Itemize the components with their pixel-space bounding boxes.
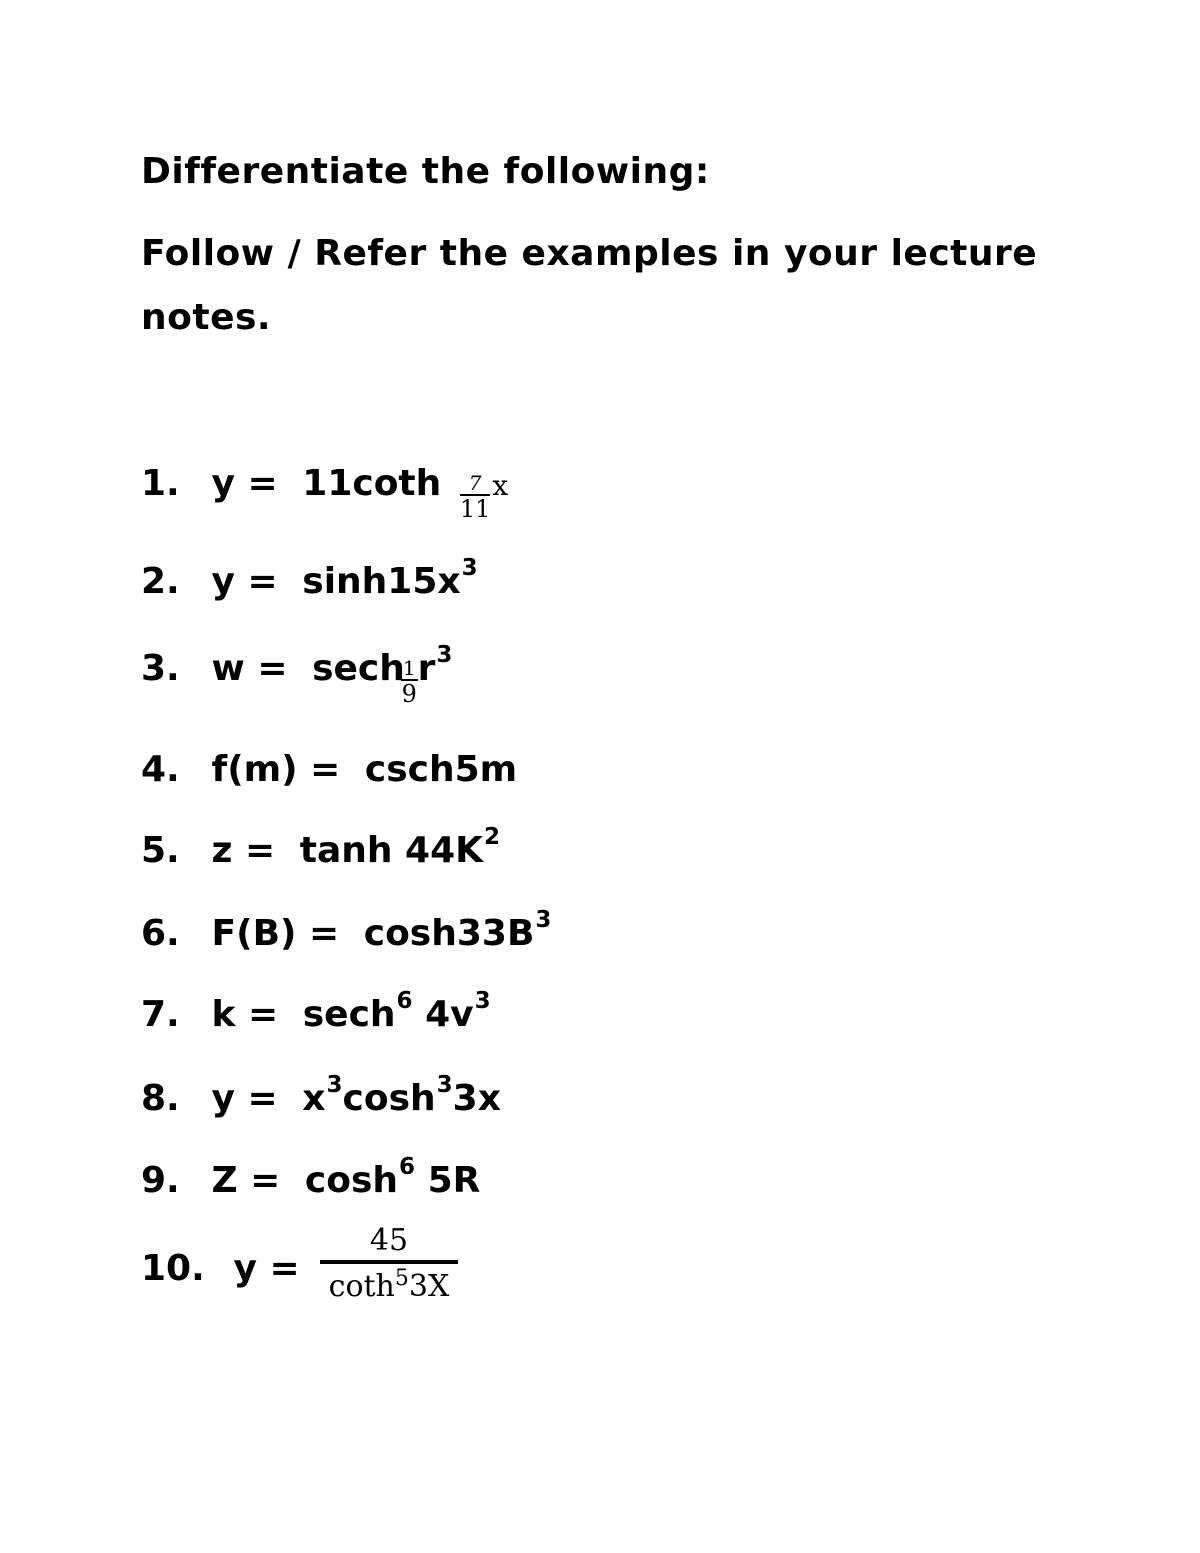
problem-7 bbox=[141, 988, 491, 1037]
problem-exponent: 3 bbox=[326, 1072, 343, 1098]
problem-exponent: 3 bbox=[436, 642, 453, 668]
problem-exponent: 3 bbox=[436, 1072, 453, 1098]
problem-number: 5. bbox=[141, 830, 180, 871]
fraction bbox=[401, 657, 418, 707]
problem-lhs: y = bbox=[211, 1078, 278, 1119]
problem-expression: sinh15x bbox=[302, 561, 461, 602]
problem-expression-part: cosh bbox=[342, 1078, 436, 1119]
fraction-numerator: 7 bbox=[460, 472, 491, 496]
problem-lhs: F(B) = bbox=[211, 913, 340, 954]
fraction bbox=[460, 472, 491, 522]
problem-lhs: z = bbox=[211, 830, 276, 871]
problem-number: 2. bbox=[141, 561, 180, 602]
problem-variable: r bbox=[417, 648, 436, 689]
problem-exponent: 3 bbox=[474, 988, 491, 1014]
problem-expression: 11coth bbox=[302, 463, 442, 504]
problem-2 bbox=[141, 555, 478, 604]
fraction-numerator: 1 bbox=[402, 656, 416, 680]
problem-6 bbox=[141, 907, 552, 956]
problem-lhs: f(m) = bbox=[211, 749, 341, 790]
problem-exponent: 3 bbox=[535, 907, 552, 933]
problem-expression-part: x bbox=[302, 1078, 326, 1119]
problem-expression-part: 3x bbox=[452, 1078, 501, 1119]
problem-4 bbox=[141, 748, 517, 792]
problem-number: 1. bbox=[141, 463, 180, 504]
fraction-problem-10 bbox=[320, 1222, 458, 1306]
problem-exponent: 6 bbox=[399, 1154, 416, 1180]
denominator-part: coth bbox=[328, 1269, 395, 1304]
fraction-denominator: 9 bbox=[401, 680, 417, 708]
problem-expression-part: sech bbox=[302, 994, 396, 1035]
problem-exponent: 6 bbox=[396, 988, 413, 1014]
problem-expression: csch5m bbox=[364, 749, 518, 790]
problem-lhs: y = bbox=[233, 1248, 300, 1289]
problem-number: 8. bbox=[141, 1078, 180, 1119]
problem-lhs: y = bbox=[211, 463, 278, 504]
problem-5 bbox=[141, 824, 501, 873]
problem-number: 4. bbox=[141, 749, 180, 790]
problem-expression: sech bbox=[312, 648, 405, 689]
problem-number: 3. bbox=[141, 648, 180, 689]
problem-variable: x bbox=[492, 469, 509, 502]
problem-number: 7. bbox=[141, 994, 180, 1035]
problem-9 bbox=[141, 1154, 481, 1203]
problem-expression-part: 4v bbox=[412, 994, 474, 1035]
problem-expression: tanh 44K bbox=[299, 830, 484, 871]
instruction-line-1: Follow / Refer the examples in your lecture bbox=[141, 233, 1038, 274]
problem-exponent: 3 bbox=[461, 555, 478, 581]
denominator-exponent: 5 bbox=[394, 1266, 409, 1291]
fraction-numerator: 45 bbox=[369, 1223, 409, 1258]
problem-number: 6. bbox=[141, 913, 180, 954]
problem-3 bbox=[141, 642, 453, 708]
fraction-bar bbox=[320, 1260, 458, 1264]
problem-lhs: w = bbox=[211, 648, 288, 689]
instruction-line-2: notes. bbox=[141, 297, 272, 338]
problem-number: 10. bbox=[141, 1248, 205, 1289]
problem-expression-part: cosh bbox=[304, 1160, 399, 1201]
denominator-part: 3X bbox=[408, 1269, 450, 1304]
problem-lhs: k = bbox=[211, 994, 279, 1035]
worksheet-heading: Differentiate the following: bbox=[141, 151, 710, 192]
problem-expression: cosh33B bbox=[363, 913, 535, 954]
fraction-denominator bbox=[320, 1268, 458, 1306]
problem-10 bbox=[141, 1247, 300, 1291]
problem-lhs: y = bbox=[211, 561, 278, 602]
problem-8 bbox=[141, 1072, 501, 1121]
fraction-denominator: 11 bbox=[459, 495, 491, 523]
problem-expression-part: 5R bbox=[415, 1160, 481, 1201]
problem-exponent: 2 bbox=[484, 824, 501, 850]
problem-lhs: Z = bbox=[211, 1160, 281, 1201]
problem-1 bbox=[141, 460, 509, 523]
problem-number: 9. bbox=[141, 1160, 180, 1201]
